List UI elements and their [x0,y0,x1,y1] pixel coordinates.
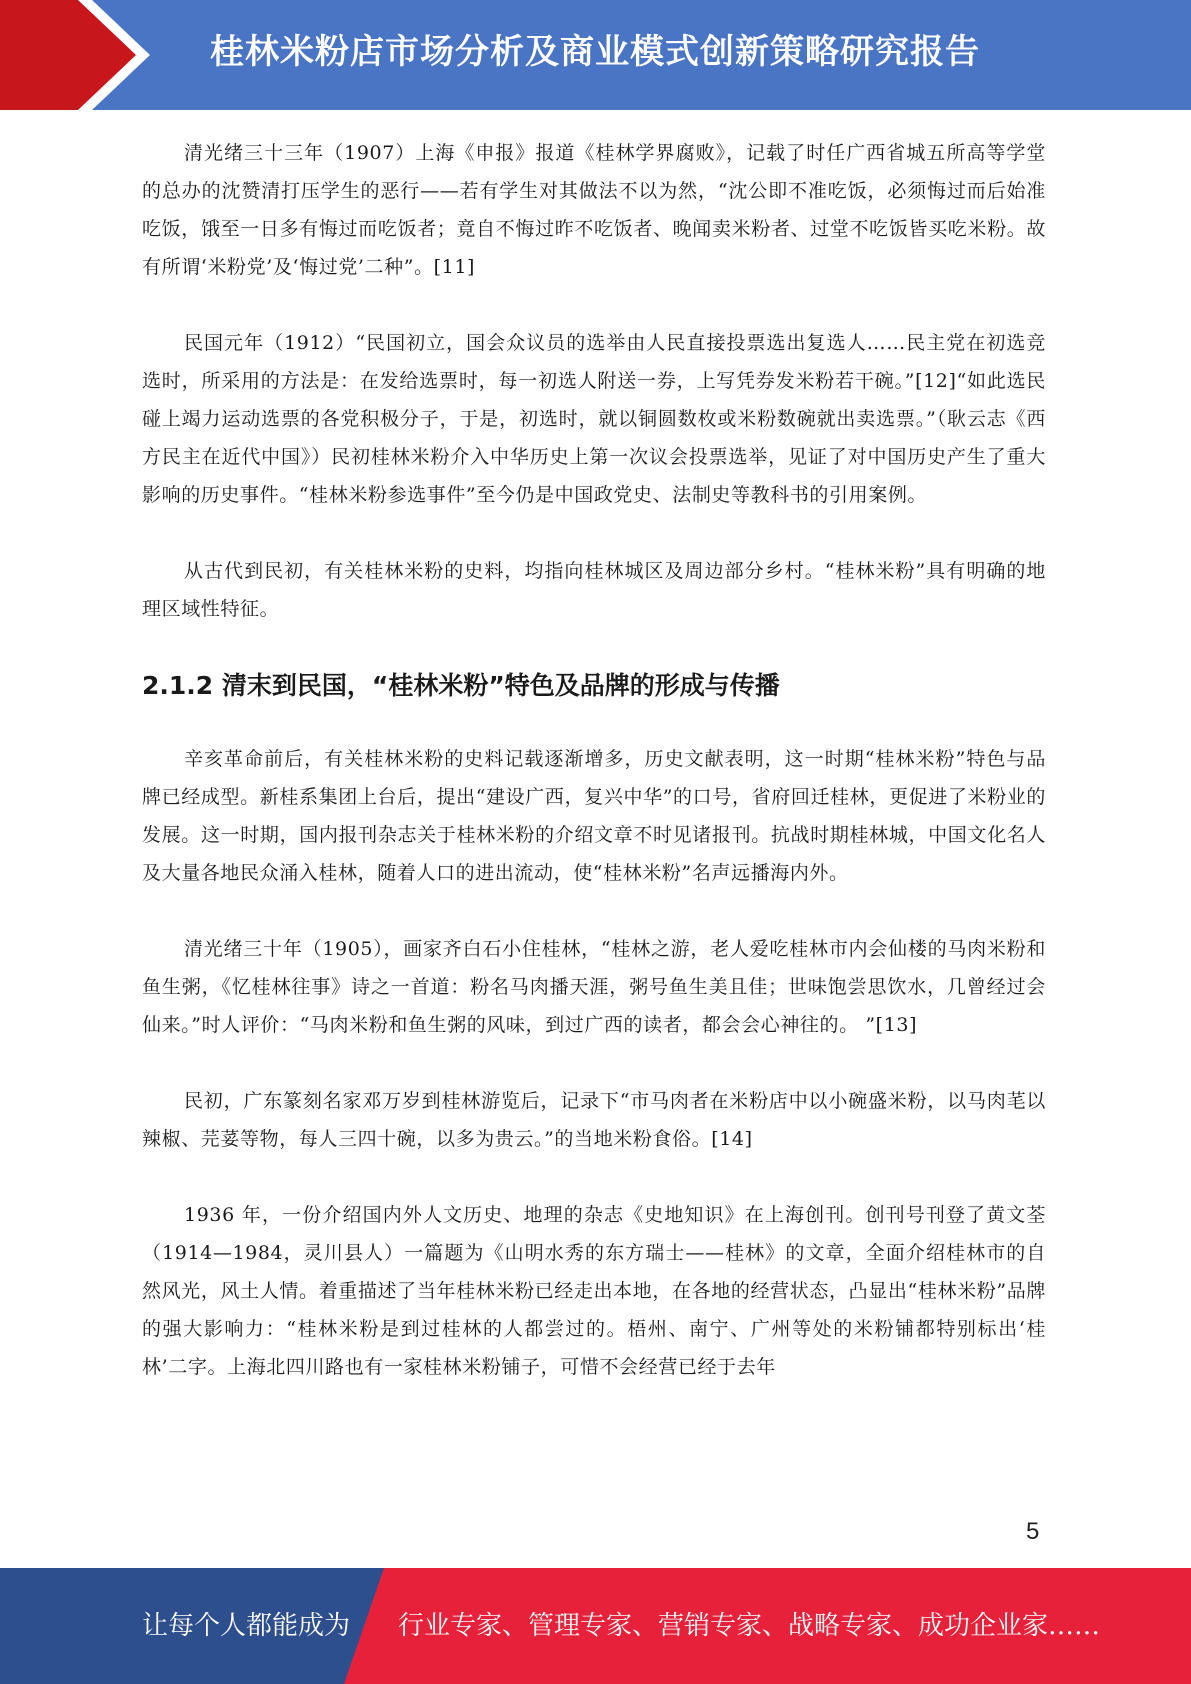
page-number: 5 [1026,1518,1040,1545]
paragraph: 清光绪三十三年（1907）上海《申报》报道《桂林学界腐败》，记载了时任广西省城五所高等学堂的总办的沈赞清打压学生的恶行——若有学生对其做法不以为然，“沈公即不准吃饭，必须悔过而后始准吃饭，饿至一日多有悔过而吃饭者；竟自不悔过昨不吃饭者、晚闻卖米粉者、过堂不吃饭皆买吃米粉。故有所谓‘米粉党’及‘悔过党’二种”。[11] [142,142,1046,278]
section-heading: 2.1.2 清末到民国，“桂林米粉”特色及品牌的形成与传播 [142,671,780,700]
header-title: 桂林米粉店市场分析及商业模式创新策略研究报告 [210,32,980,72]
paragraph: 从古代到民初，有关桂林米粉的史料，均指向桂林城区及周边部分乡村。“桂林米粉”具有明确的地理区域性特征。 [142,560,1046,620]
header-arrow-decoration [0,0,160,110]
page-header [0,0,1191,110]
paragraph: 辛亥革命前后，有关桂林米粉的史料记载逐渐增多，历史文献表明，这一时期“桂林米粉”特色与品牌已经成型。新桂系集团上台后，提出“建设广西，复兴中华”的口号，省府回迁桂林，更促进了米粉业的发展。这一时期，国内报刊杂志关于桂林米粉的介绍文章不时见诸报刊。抗战时期桂林城，中国文化名人及大量各地民众涌入桂林，随着人口的进出流动，使“桂林米粉”名声远播海内外。 [142,748,1046,884]
page-footer [0,1568,1191,1684]
footer-slogan-right: 行业专家、管理专家、营销专家、战略专家、成功企业家…… [398,1611,1101,1641]
paragraph: 民初，广东篆刻名家邓万岁到桂林游览后，记录下“市马肉者在米粉店中以小碗盛米粉，以马肉芼以辣椒、芫荽等物，每人三四十碗，以多为贵云。”的当地米粉食俗。[14] [142,1090,1046,1150]
document-body [142,134,1046,1386]
footer-slogan-left: 让每个人都能成为 [142,1611,351,1641]
paragraph: 清光绪三十年（1905），画家齐白石小住桂林，“桂林之游，老人爱吃桂林市内会仙楼的马肉米粉和鱼生粥，《忆桂林往事》诗之一首道：粉名马肉播天涯，粥号鱼生美且佳；世味饱尝思饮水，几曾经过会仙来。”时人评价：“马肉米粉和鱼生粥的风味，到过广西的读者，都会会心神往的。 ”[13] [142,938,1046,1036]
paragraph: 1936 年，一份介绍国内外人文历史、地理的杂志《史地知识》在上海创刊。创刊号刊登了黄文荃（1914—1984，灵川县人）一篇题为《山明水秀的东方瑞士——桂林》的文章，全面介绍桂林市的自然风光，风土人情。着重描述了当年桂林米粉已经走出本地，在各地的经营状态，凸显出“桂林米粉”品牌的强大影响力：“桂林米粉是到过桂林的人都尝过的。梧州、南宁、广州等处的米粉铺都特别标出‘桂林’二字。上海北四川路也有一家桂林米粉铺子，可惜不会经营已经于去年 [142,1204,1046,1378]
paragraph: 民国元年（1912）“民国初立，国会众议员的选举由人民直接投票选出复选人……民主党在初选竞选时，所采用的方法是：在发给选票时，每一初选人附送一券，上写凭券发米粉若干碗。”[12]“如此选民碰上竭力运动选票的各党积极分子，于是，初选时，就以铜圆数枚或米粉数碗就出卖选票。”（耿云志《西方民主在近代中国》）民初桂林米粉介入中华历史上第一次议会投票选举，见证了对中国历史产生了重大影响的历史事件。“桂林米粉参选事件”至今仍是中国政党史、法制史等教科书的引用案例。 [142,332,1046,506]
